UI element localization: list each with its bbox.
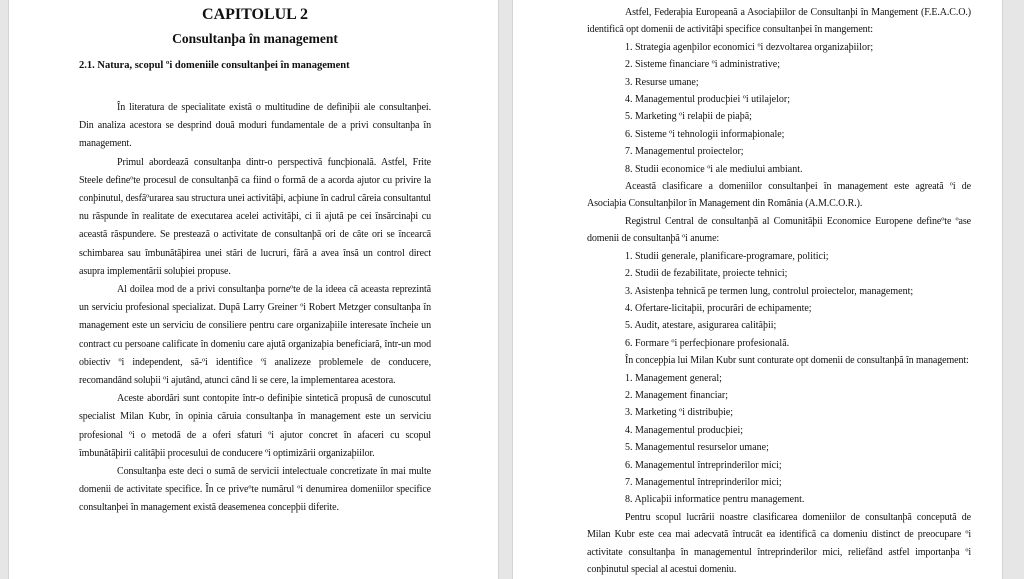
- document-page-left: [8, 0, 499, 579]
- list-item: 5. Managementul resurselor umane;: [625, 442, 769, 454]
- spacer: [79, 73, 431, 99]
- list-item: 8. Aplicaþii informatice pentru management.: [625, 494, 805, 506]
- list-item: 3. Marketing ºi distribuþie;: [625, 407, 734, 419]
- list-item: 2. Management financiar;: [625, 389, 729, 401]
- paragraph: Consultanþa este deci o sumã de servicii intelectuale concretizate în mai multe domenii de activitate specifice. În ce priveºte numãrul ºi denumirea domeniilor specifice consultanþei în management existã deasemenea concepþii diferite.: [79, 466, 431, 514]
- kubr-intro-paragraph: În concepþia lui Milan Kubr sunt conturate opt domenii de consultanþã în management:: [625, 355, 969, 367]
- list-item: 4. Managementul producþiei ºi utilajelor;: [625, 94, 790, 106]
- paragraph: Primul abordeazã consultanþa dintr-o perspectivã funcþionalã. Astfel, Frite Steele defineºte procesul de consultanþã ca fiind o formã de a acorda ajutor cu privire la conþinutul, desfãºurarea sau structura unei activitãþi, acþiune în cadrul cãreia consultantul nu rãspunde în realitate de executarea acelei activitãþi, ci îi ajutã pe cei însãrcinaþi cu aceastã rãspundere. Se presteazã o activitate de consultanþã ori de câte ori se încearcã schimbarea sau îmbunãtãþirea unei stãri de lucruri, fãrã a avea însã un control direct asupra implementãrii soluþiei propuse.: [79, 156, 431, 277]
- list-item: 1. Studii generale, planificare-programare, politici;: [625, 250, 829, 262]
- paragraph: Aceste abordãri sunt contopite într-o definiþie sinteticã propusã de cunoscutul specialist Milan Kubr, în opinia cãruia consultanþa în management este un serviciu profesional ºi o metodã de a oferi sfaturi ºi ajutor concret în afaceri cu scopul îmbunãtãþirii calitãþii procesului de conducere ºi optimizãrii organizaþiilor.: [79, 393, 431, 459]
- chapter-subtitle: Consultanþa în management: [172, 31, 338, 46]
- registry-intro-paragraph: Registrul Central de consultanþã al Comunitãþii Economice Europene defineºte ºase domenii de consultanþã ºi anume:: [587, 215, 971, 245]
- paragraph: În literatura de specialitate existã o multitudine de definiþii ale consultanþei. Din analiza acestora se desprind douã moduri fundamentale de a privi consultanþa în management.: [79, 102, 431, 150]
- list-item: 6. Managementul întreprinderilor mici;: [625, 459, 782, 471]
- list-item: 1. Strategia agenþilor economici ºi dezvoltarea organizaþiilor;: [625, 41, 874, 53]
- paragraph: Al doilea mod de a privi consultanþa porneºte de la ideea cã aceasta reprezintã un serviciu profesional specializat. Dupã Larry Greiner ºi Robert Metzger consultanþa în management este un serviciu de consiliere pentru care organizaþiile interesate încheie un contract cu persoane calificate în domeniu care ajutã organizaþia beneficiarã, într-un mod obiectiv ºi independent, sã-ºi identifice ºi analizeze problemele de conducere, recomandând soluþii ºi ajutând, atunci când li se cere, la implementarea acestora.: [79, 284, 431, 387]
- chapter-title: CAPITOLUL 2: [202, 6, 308, 23]
- page-content: [587, 4, 971, 578]
- page-content: [79, 0, 431, 518]
- list-item: 5. Audit, atestare, asigurarea calitãþii;: [625, 320, 777, 332]
- conclusion-paragraph: Pentru scopul lucrãrii noastre clasificarea domeniilor de consultanþã conceputã de Milan Kubr este cea mai adecvatã întrucât ea identificã ca domeniu distinct de preocupare ºi activitate consultanþa în managementul întreprinderilor mici, reliefând astfel importanþa ºi conþinutul special al acestui domeniu.: [587, 511, 971, 575]
- feaco-domain-list: [587, 39, 971, 178]
- list-item: 7. Managementul proiectelor;: [625, 146, 744, 158]
- list-item: 7. Managementul întreprinderilor mici;: [625, 476, 782, 488]
- list-item: 3. Resurse umane;: [625, 76, 699, 88]
- amcor-paragraph: Aceastã clasificare a domeniilor consultanþei în management este agreatã ºi de Asociaþia Consultanþilor în Management din România (A.M.C.O.R.).: [587, 181, 971, 210]
- list-item: 5. Marketing ºi relaþii de piaþã;: [625, 111, 752, 123]
- section-heading: 2.1. Natura, scopul ºi domeniile consultanþei în management: [79, 60, 350, 71]
- list-item: 2. Sisteme financiare ºi administrative;: [625, 59, 780, 71]
- list-item: 4. Managementul producþiei;: [625, 424, 744, 436]
- registry-domain-list: [587, 248, 971, 352]
- list-item: 8. Studii economice ºi ale mediului ambiant.: [625, 163, 803, 175]
- document-page-right: [512, 0, 1003, 579]
- list-item: 1. Management general;: [625, 372, 722, 384]
- list-item: 4. Ofertare-licitaþii, procurãri de echipamente;: [625, 302, 812, 314]
- list-item: 3. Asistenþa tehnicã pe termen lung, controlul proiectelor, management;: [625, 285, 914, 297]
- kubr-domain-list: [587, 370, 971, 509]
- list-item: 2. Studii de fezabilitate, proiecte tehnici;: [625, 268, 788, 280]
- feaco-intro-paragraph: Astfel, Federaþia Europeanã a Asociaþiilor de Consultanþi în Mangement (F.E.A.C.O.) identificã opt domenii de activitãþi specifice consultanþei în mangement:: [587, 7, 971, 36]
- list-item: 6. Sisteme ºi tehnologii informaþionale;: [625, 128, 785, 140]
- list-item: 6. Formare ºi perfecþionare profesionalã.: [625, 337, 790, 349]
